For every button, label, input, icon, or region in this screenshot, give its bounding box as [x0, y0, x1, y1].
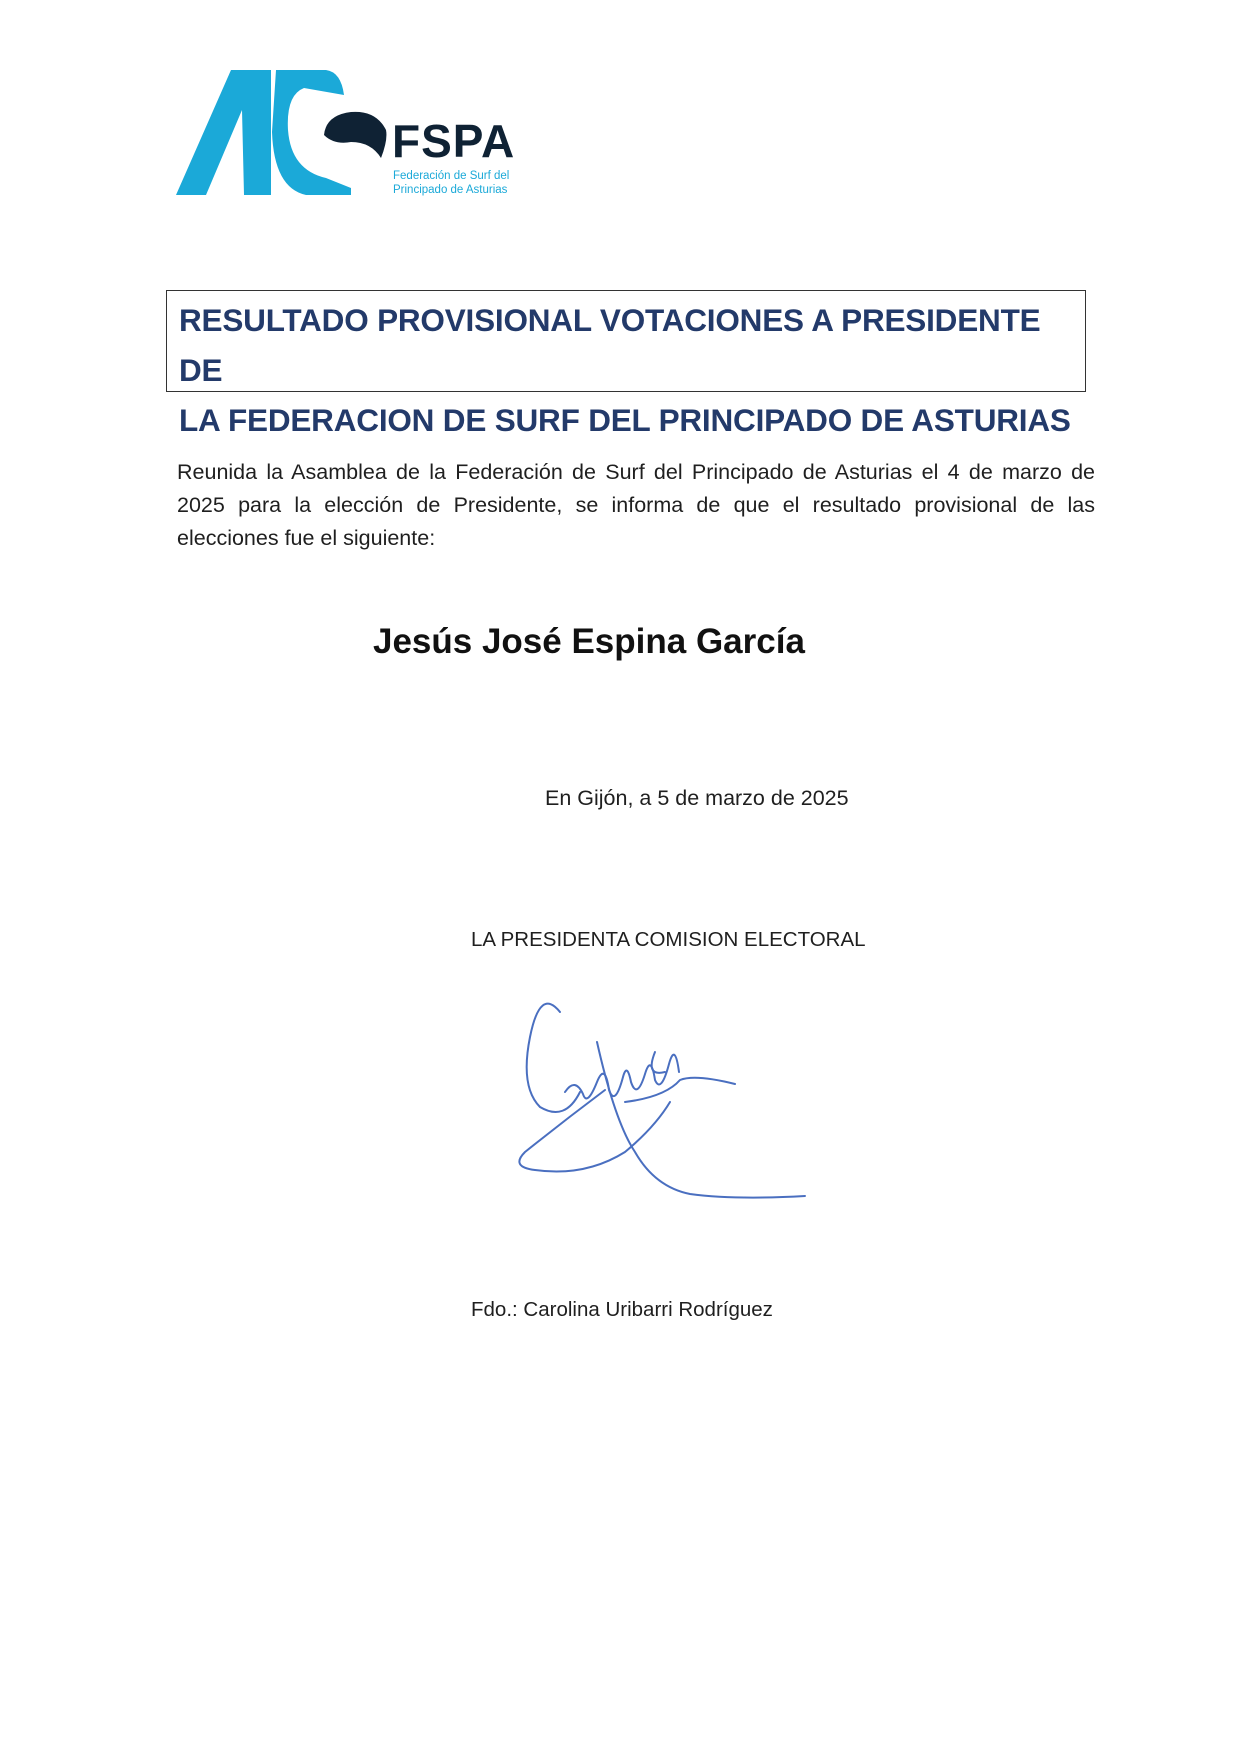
- title-box: [166, 290, 1086, 438]
- signer-role: LA PRESIDENTA COMISION ELECTORAL: [471, 928, 866, 951]
- logo-full-name-line2: Principado de Asturias: [393, 183, 508, 196]
- logo-full-name-line1: Federación de Surf del: [393, 170, 510, 182]
- signed-by: Fdo.: Carolina Uribarri Rodríguez: [471, 1298, 773, 1321]
- logo-abbreviation: FSPA: [392, 115, 516, 167]
- handwritten-signature: [505, 982, 825, 1222]
- place-date: En Gijón, a 5 de marzo de 2025: [545, 786, 849, 810]
- elected-name: Jesús José Espina García: [373, 622, 805, 661]
- document-title: RESULTADO PROVISIONAL VOTACIONES A PRESIDENTE DE LA FEDERACION DE SURF DEL PRINCIPADO DE ASTURIAS: [179, 302, 1071, 438]
- logo-full-name: [393, 170, 509, 198]
- intro-paragraph: Reunida la Asamblea de la Federación de Surf del Principado de Asturias el 4 de marzo de 2025 para la elección de Presidente, se informa de que el resultado provisional de las elecciones fue el siguiente:: [177, 460, 1095, 550]
